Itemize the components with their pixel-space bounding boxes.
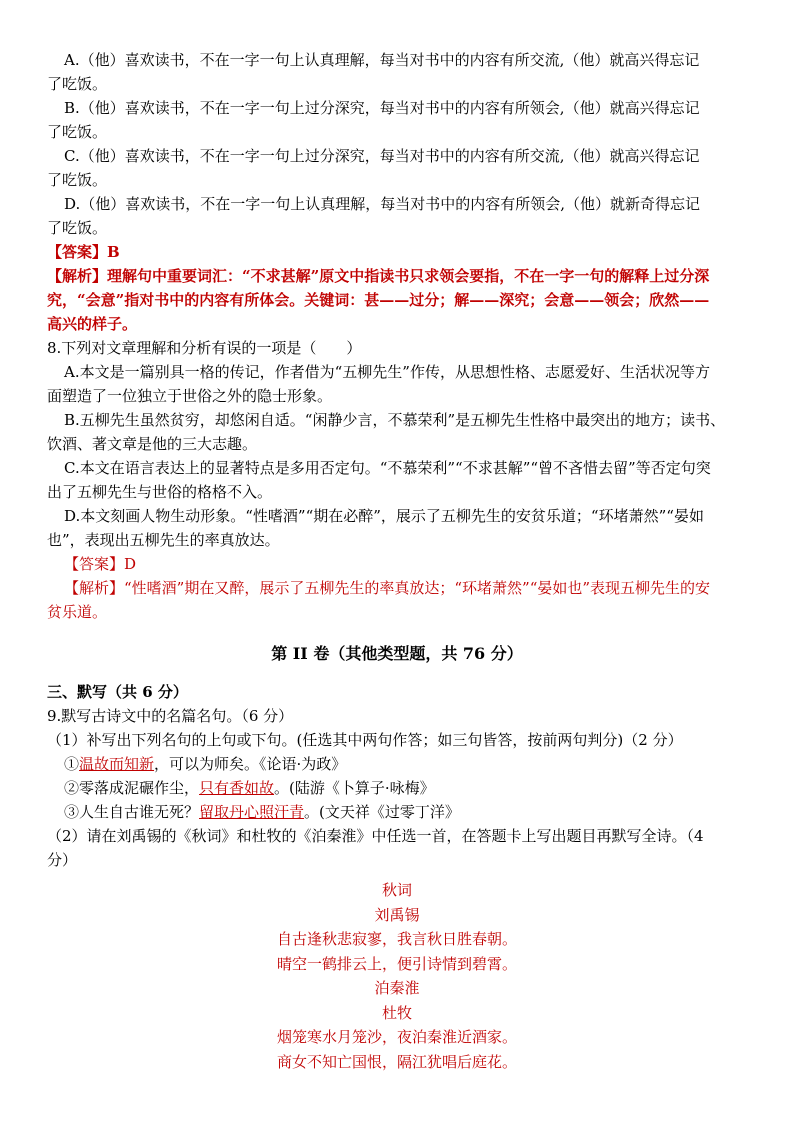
q7-analysis-line1 xyxy=(47,264,747,288)
q7-option-b-line1: B.（他）喜欢读书，不在一字一句上过分深究，每当对书中的内容有所领会,（他）就高兴得忘记 xyxy=(64,99,700,117)
q8-analysis-line2: 贫乐道。 xyxy=(47,603,108,621)
poem1-title: 秋词 xyxy=(381,881,412,899)
q7-analysis-text1: 理解句中重要词汇：“不求甚解”原文中指读书只求领会要指，不在一字一句的解释上过分深 xyxy=(107,267,710,285)
poem2-title: 泊秦淮 xyxy=(374,979,420,997)
item3-suffix: 。(文天祥《过零丁洋》 xyxy=(304,803,460,821)
q7-option-a-line1: A.（他）喜欢读书，不在一字一句上认真理解，每当对书中的内容有所交流,（他）就高兴得忘记 xyxy=(64,51,700,69)
section3-heading: 三、默写（共 6 分） xyxy=(47,683,188,701)
q9-1-stem: （1）补写出下列名句的上句或下句。(任选其中两句作答；如三句皆答，按前两句判分)（2 分） xyxy=(47,731,683,749)
poem2-author: 杜牧 xyxy=(381,1003,412,1022)
q8-answer: 【答案】D xyxy=(64,555,137,573)
item1-prefix: ① xyxy=(64,755,80,773)
q7-option-d-line2: 了吃饭。 xyxy=(47,219,108,237)
q7-answer: 【答案】B xyxy=(47,243,120,261)
poem2-line1: 烟笼寒水月笼沙，夜泊秦淮近酒家。 xyxy=(276,1028,517,1046)
poem1-author: 刘禹锡 xyxy=(374,905,420,924)
q8-option-b-line2: 饮酒、著文章是他的三大志趣。 xyxy=(47,435,258,453)
exam-page xyxy=(47,48,747,1074)
q9-2-stem-line2: 分） xyxy=(47,851,78,869)
item2-answer: 只有香如故 xyxy=(199,779,275,797)
item1-suffix: ，可以为师矣。《论语·为政》 xyxy=(154,755,347,773)
poem1-line1: 自古逢秋悲寂寥，我言秋日胜春朝。 xyxy=(276,930,517,948)
q7-option-c-line1: C.（他）喜欢读书，不在一字一句上过分深究，每当对书中的内容有所交流,（他）就高兴得忘记 xyxy=(64,147,700,165)
q7-analysis-tag: 【解析】 xyxy=(47,267,108,285)
item2-prefix: ②零落成泥碾作尘， xyxy=(64,779,200,797)
q7-option-c-line2: 了吃饭。 xyxy=(47,171,108,189)
q8-analysis-text1: “性嗜酒”期在又醉，展示了五柳先生的率真放达；“环堵萧然”“晏如也”表现五柳先生的安 xyxy=(124,579,711,597)
item3-answer: 留取丹心照汗青 xyxy=(199,803,305,821)
section-title: 第 II 卷（其他类型题，共 76 分） xyxy=(271,644,523,663)
item3-prefix: ③人生自古谁无死？ xyxy=(64,803,200,821)
q7-option-a-line2: 了吃饭。 xyxy=(47,75,108,93)
q8-option-a-line2: 面塑造了一位独立于世俗之外的隐士形象。 xyxy=(47,387,333,405)
q9-stem: 9.默写古诗文中的名篇名句。（6 分） xyxy=(47,707,294,725)
q9-item-2 xyxy=(47,776,747,800)
poem-answers xyxy=(47,878,747,1074)
q9-item-1 xyxy=(47,752,747,776)
q7-analysis-line2: 究，“会意”指对书中的内容有所体会。关键词：甚——过分；解——深究；会意——领会；欣然—— xyxy=(47,291,710,309)
q9-item-3 xyxy=(47,800,747,824)
q8-option-b-line1: B.五柳先生虽然贫穷，却悠闲自适。“闲静少言，不慕荣利”是五柳先生性格中最突出的地方；读书、 xyxy=(64,411,726,429)
q8-option-d-line2: 也”，表现出五柳先生的率真放达。 xyxy=(47,531,280,549)
item1-answer: 温故而知新 xyxy=(79,755,155,773)
q7-analysis-line3: 高兴的样子。 xyxy=(47,315,138,333)
poem2-line2: 商女不知亡国恨，隔江犹唱后庭花。 xyxy=(276,1052,517,1071)
q8-option-a-line1: A.本文是一篇别具一格的传记，作者借为“五柳先生”作传，从思想性格、志愿爱好、生活状况等方 xyxy=(64,363,710,381)
poem1-line2: 晴空一鹤排云上，便引诗情到碧霄。 xyxy=(276,954,517,973)
q8-option-d-line1: D.本文刻画人物生动形象。“性嗜酒”“期在必醉”，展示了五柳先生的安贫乐道；“环堵萧然”“晏如 xyxy=(64,507,704,525)
q8-option-c-line2: 出了五柳先生与世俗的格格不入。 xyxy=(47,483,273,501)
item2-suffix: 。(陆游《卜算子·咏梅》 xyxy=(274,779,435,797)
q9-2-stem-line1: （2）请在刘禹锡的《秋词》和杜牧的《泊秦淮》中任选一首，在答题卡上写出题目再默写全诗。（4 xyxy=(47,827,704,845)
q8-stem: 8.下列对文章理解和分析有误的一项是（ ） xyxy=(47,339,362,357)
q8-option-c-line1: C.本文在语言表达上的显著特点是多用否定句。“不慕荣利”“不求甚解”“曾不吝惜去留”等否定句突 xyxy=(64,459,711,477)
q8-analysis-line1 xyxy=(47,576,747,600)
q8-analysis-tag: 【解析】 xyxy=(64,579,125,597)
q7-option-d-line1: D.（他）喜欢读书，不在一字一句上认真理解，每当对书中的内容有所领会,（他）就新奇得忘记 xyxy=(64,195,701,213)
q7-option-b-line2: 了吃饭。 xyxy=(47,123,108,141)
